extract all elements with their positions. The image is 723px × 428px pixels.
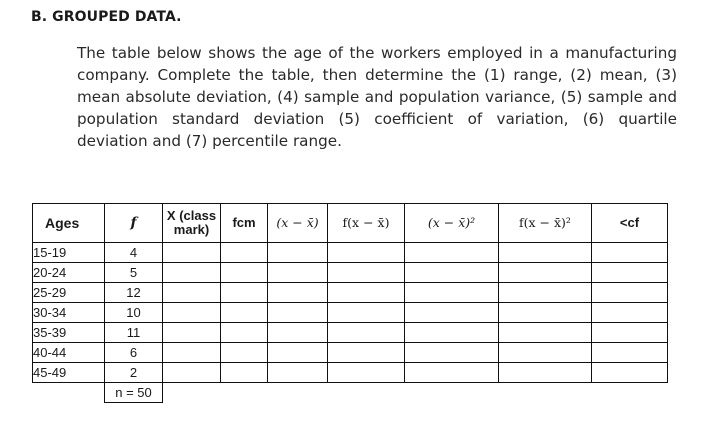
f-deviation-cell[interactable] [328,343,405,363]
frequency-cell: 5 [105,263,163,283]
f-deviation-cell[interactable] [328,303,405,323]
deviation-squared-cell[interactable] [405,363,499,383]
f-deviation-squared-cell[interactable] [499,343,592,363]
f-deviation-cell[interactable] [328,363,405,383]
table-row [33,263,668,283]
deviation-cell[interactable] [268,303,328,323]
total-row-spacer [328,383,405,403]
total-row-spacer [405,383,499,403]
total-row-spacer [221,383,268,403]
deviation-squared-cell[interactable] [405,243,499,263]
class-mark-cell[interactable] [163,243,221,263]
header-class-mark: X (class mark) [163,204,221,243]
total-frequency-cell: n = 50 [105,383,163,403]
f-deviation-cell[interactable] [328,263,405,283]
table-row [33,363,668,383]
frequency-cell: 12 [105,283,163,303]
f-deviation-squared-cell[interactable] [499,303,592,323]
deviation-squared-cell[interactable] [405,283,499,303]
fcm-cell[interactable] [221,323,268,343]
f-deviation-squared-cell[interactable] [499,243,592,263]
header-frequency: f [105,204,163,243]
class-mark-cell[interactable] [163,363,221,383]
frequency-cell: 11 [105,323,163,343]
fcm-cell[interactable] [221,283,268,303]
age-cell: 20-24 [33,263,105,283]
frequency-table [32,203,668,403]
age-cell: 25-29 [33,283,105,303]
cumulative-frequency-cell[interactable] [592,243,668,263]
header-f-deviation-squared: f(x − x̄)² [499,204,592,243]
cumulative-frequency-cell[interactable] [592,363,668,383]
table-row [33,323,668,343]
age-cell: 30-34 [33,303,105,323]
class-mark-cell[interactable] [163,303,221,323]
frequency-cell: 2 [105,363,163,383]
deviation-cell[interactable] [268,243,328,263]
deviation-squared-cell[interactable] [405,263,499,283]
deviation-squared-cell[interactable] [405,323,499,343]
fcm-cell[interactable] [221,363,268,383]
frequency-cell: 10 [105,303,163,323]
f-deviation-cell[interactable] [328,243,405,263]
deviation-cell[interactable] [268,343,328,363]
table-row [33,283,668,303]
table-row [33,243,668,263]
total-row-spacer [592,383,668,403]
f-deviation-cell[interactable] [328,323,405,343]
fcm-cell[interactable] [221,343,268,363]
deviation-cell[interactable] [268,363,328,383]
fcm-cell[interactable] [221,263,268,283]
cumulative-frequency-cell[interactable] [592,303,668,323]
header-ages: Ages [33,204,105,243]
frequency-cell: 6 [105,343,163,363]
f-deviation-squared-cell[interactable] [499,283,592,303]
instructions-paragraph: The table below shows the age of the workers employed in a manufacturing company. Complete the table, then determine the (1) range, (2) mean, (3) mean absolute deviation, (4) sample and population variance, (5) sample and population standard deviation (5) coefficient of variation, (6) quartile deviation and (7) percentile range. [77,44,677,150]
deviation-squared-cell[interactable] [405,303,499,323]
age-cell: 15-19 [33,243,105,263]
class-mark-cell[interactable] [163,283,221,303]
age-cell: 35-39 [33,323,105,343]
total-row [33,383,668,403]
frequency-cell: 4 [105,243,163,263]
fcm-cell[interactable] [221,303,268,323]
header-deviation: (x − x̄) [268,204,328,243]
total-row-spacer [268,383,328,403]
table-header-row [33,204,668,243]
deviation-cell[interactable] [268,283,328,303]
cumulative-frequency-cell[interactable] [592,283,668,303]
class-mark-cell[interactable] [163,323,221,343]
cumulative-frequency-cell[interactable] [592,343,668,363]
deviation-cell[interactable] [268,323,328,343]
total-row-spacer [33,383,105,403]
total-row-spacer [499,383,592,403]
total-row-spacer [163,383,221,403]
header-f-deviation: f(x − x̄) [328,204,405,243]
table-row [33,303,668,323]
cumulative-frequency-cell[interactable] [592,263,668,283]
class-mark-cell[interactable] [163,263,221,283]
f-deviation-squared-cell[interactable] [499,323,592,343]
age-cell: 45-49 [33,363,105,383]
deviation-squared-cell[interactable] [405,343,499,363]
fcm-cell[interactable] [221,243,268,263]
f-deviation-squared-cell[interactable] [499,263,592,283]
f-deviation-cell[interactable] [328,283,405,303]
header-cumulative-frequency: <cf [592,204,668,243]
table-row [33,343,668,363]
header-deviation-squared: (x − x̄)² [405,204,499,243]
section-heading: B. GROUPED DATA. [31,9,182,25]
cumulative-frequency-cell[interactable] [592,323,668,343]
age-cell: 40-44 [33,343,105,363]
header-fcm: fcm [221,204,268,243]
class-mark-cell[interactable] [163,343,221,363]
deviation-cell[interactable] [268,263,328,283]
f-deviation-squared-cell[interactable] [499,363,592,383]
